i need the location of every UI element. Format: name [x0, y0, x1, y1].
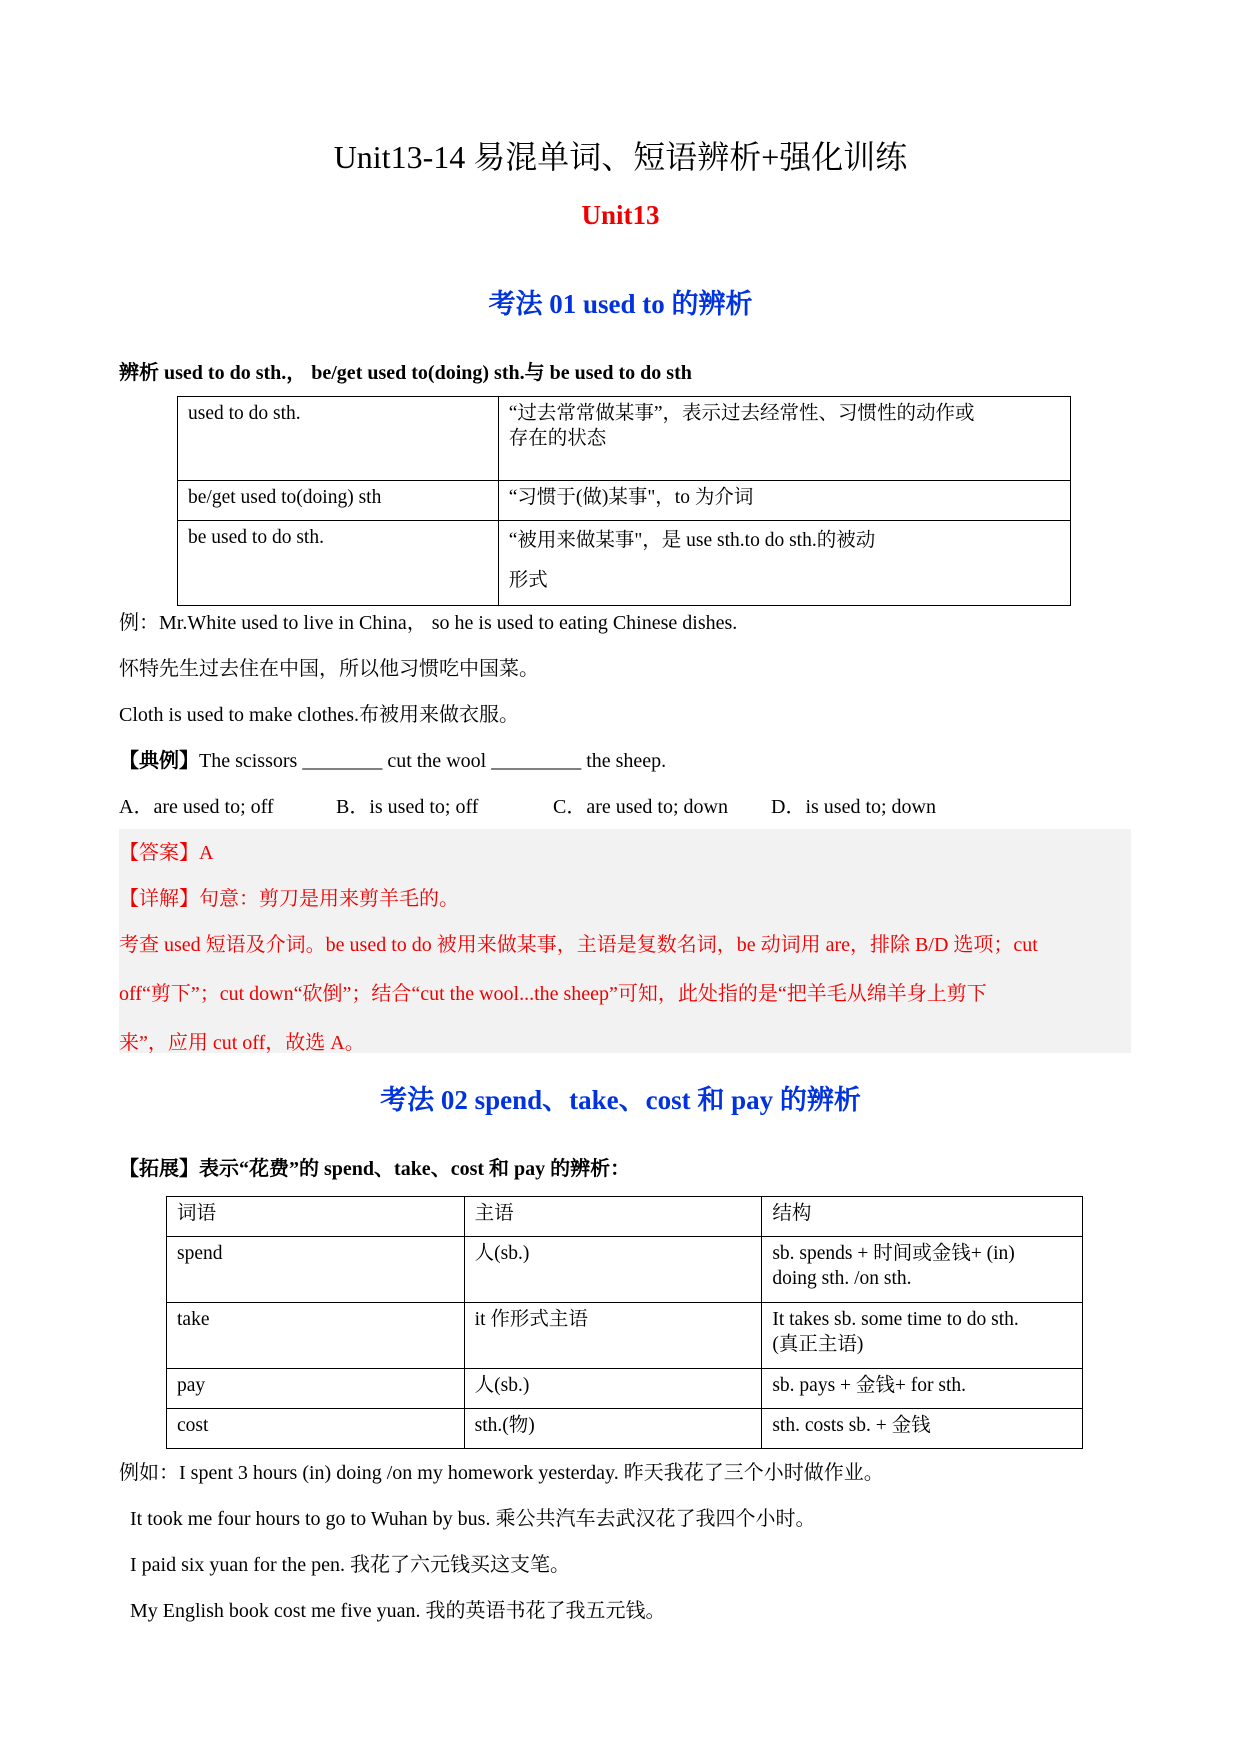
- example-line: 例如：I spent 3 hours (in) doing /on my homework yesterday. 昨天我花了三个小时做作业。: [119, 1462, 884, 1484]
- table-header-cell: 主语: [464, 1197, 762, 1237]
- example-line: It took me four hours to go to Wuhan by bus. 乘公共汽车去武汉花了我四个小时。: [130, 1508, 816, 1530]
- table-row: [167, 1409, 1083, 1449]
- section1-intro: 辨析 used to do sth.， be/get used to(doing) sth.与 be used to do sth: [119, 362, 692, 384]
- example-line: I paid six yuan for the pen. 我花了六元钱买这支笔。: [130, 1554, 570, 1576]
- option-c: C．are used to; down: [553, 796, 728, 818]
- table-cell: 人(sb.): [464, 1237, 762, 1303]
- section1-heading: 考法 01 used to 的辨析: [488, 289, 753, 319]
- table-cell: spend: [167, 1237, 465, 1303]
- answer: 【答案】A: [119, 842, 214, 864]
- table-row: [178, 521, 1071, 606]
- table-cell-term: be/get used to(doing) sth: [178, 481, 499, 521]
- table-cell: sth.(物): [464, 1409, 762, 1449]
- table-cell: sb. pays + 金钱+ for sth.: [762, 1369, 1083, 1409]
- example-line: Cloth is used to make clothes.布被用来做衣服。: [119, 704, 519, 726]
- table-cell: it 作形式主语: [464, 1303, 762, 1369]
- table-row: [167, 1237, 1083, 1303]
- explanation-line: 来”，应用 cut off，故选 A。: [119, 1032, 365, 1054]
- option-d: D．is used to; down: [771, 796, 936, 818]
- section2-intro: 【拓展】表示“花费”的 spend、take、cost 和 pay 的辨析：: [119, 1158, 631, 1180]
- option-b: B．is used to; off: [336, 796, 479, 818]
- example-line: 例：Mr.White used to live in China， so he is used to eating Chinese dishes.: [119, 612, 738, 634]
- section2-heading: 考法 02 spend、take、cost 和 pay 的辨析: [380, 1085, 861, 1115]
- table-cell: It takes sb. some time to do sth. (真正主语): [762, 1303, 1083, 1369]
- table-cell: pay: [167, 1369, 465, 1409]
- table-row: [178, 397, 1071, 481]
- spend-take-cost-pay-table: [166, 1196, 1083, 1449]
- table-cell-term: used to do sth.: [178, 397, 499, 481]
- table-cell-term: be used to do sth.: [178, 521, 499, 606]
- table-cell-meaning: “过去常常做某事”，表示过去经常性、习惯性的动作或 存在的状态: [498, 397, 1070, 481]
- table-cell: take: [167, 1303, 465, 1369]
- explanation-line: 【详解】句意：剪刀是用来剪羊毛的。: [119, 888, 459, 910]
- example-line: My English book cost me five yuan. 我的英语书花了我五元钱。: [130, 1600, 666, 1622]
- table-cell-meaning: “习惯于(做)某事"，to 为介词: [498, 481, 1070, 521]
- explanation-line: 考查 used 短语及介词。be used to do 被用来做某事，主语是复数名词，be 动词用 are，排除 B/D 选项；cut: [119, 934, 1038, 956]
- option-a: A．are used to; off: [119, 796, 274, 818]
- table-header-row: [167, 1197, 1083, 1237]
- table-cell: sb. spends + 时间或金钱+ (in) doing sth. /on sth.: [762, 1237, 1083, 1303]
- typical-example: 【典例】The scissors ________ cut the wool _________ the sheep.: [119, 750, 667, 772]
- used-to-table: [177, 396, 1071, 606]
- example-translation: 怀特先生过去住在中国，所以他习惯吃中国菜。: [119, 658, 539, 680]
- table-header-cell: 词语: [167, 1197, 465, 1237]
- document-title: Unit13-14 易混单词、短语辨析+强化训练: [333, 139, 908, 175]
- table-cell-meaning: “被用来做某事"，是 use sth.to do sth.的被动 形式: [498, 521, 1070, 606]
- table-cell: 人(sb.): [464, 1369, 762, 1409]
- unit-heading: Unit13: [581, 200, 660, 230]
- table-row: [167, 1303, 1083, 1369]
- table-cell: cost: [167, 1409, 465, 1449]
- table-row: [167, 1369, 1083, 1409]
- explanation-line: off“剪下”；cut down“砍倒”；结合“cut the wool...the sheep”可知，此处指的是“把羊毛从绵羊身上剪下: [119, 983, 987, 1005]
- table-cell: sth. costs sb. + 金钱: [762, 1409, 1083, 1449]
- table-row: [178, 481, 1071, 521]
- table-header-cell: 结构: [762, 1197, 1083, 1237]
